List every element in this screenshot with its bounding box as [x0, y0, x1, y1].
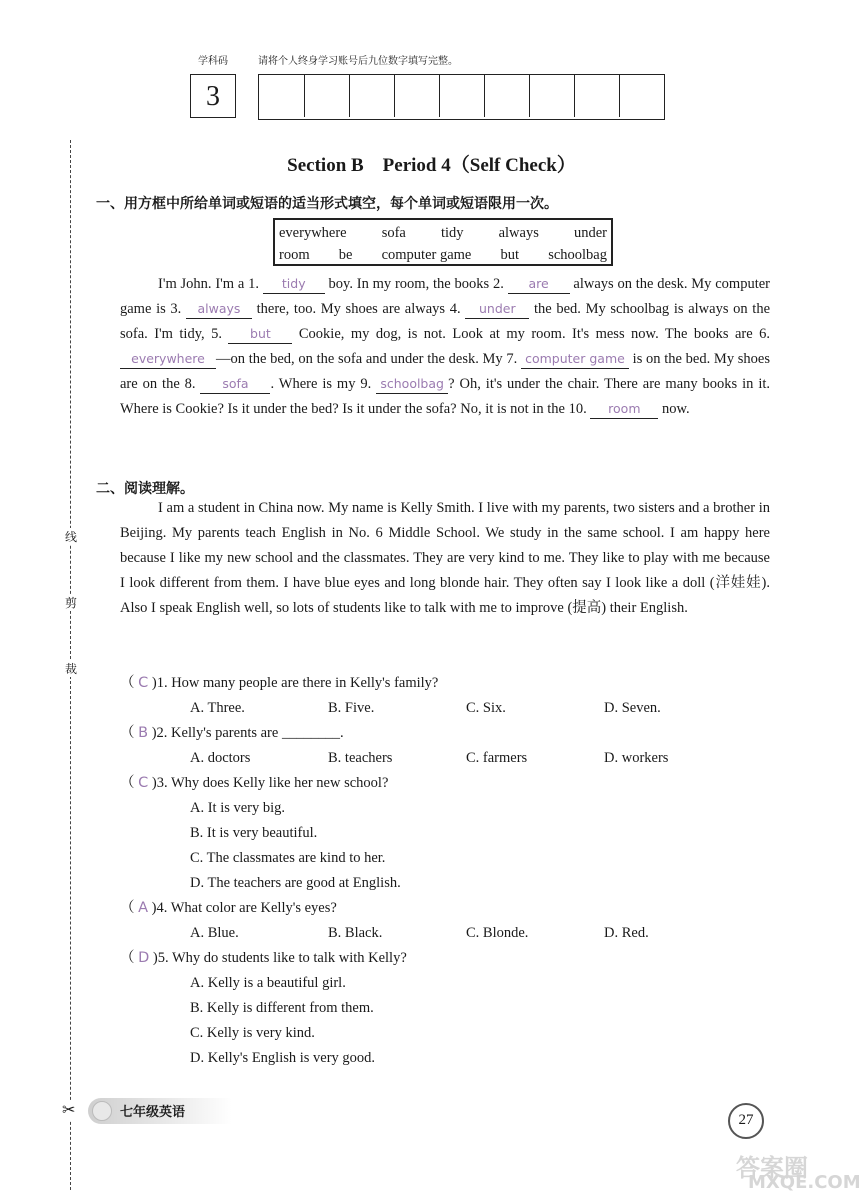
digit-box[interactable]	[439, 75, 484, 117]
part2-heading: 二、阅读理解。	[96, 481, 194, 497]
option-c[interactable]: C. Six.	[466, 700, 506, 716]
side-label-jian: 剪	[62, 594, 80, 611]
cloze-text: is on the bed. My shoes are on the 8.	[120, 351, 770, 392]
option-b[interactable]: B. Kelly is different from them.	[190, 1000, 374, 1016]
part1-heading: 一、用方框中所给单词或短语的适当形式填空，每个单词或短语限用一次。	[96, 196, 558, 212]
cloze-text: the bed. My schoolbag is always on the sofa. I'm tidy, 5.	[120, 301, 771, 342]
cloze-blank-1[interactable]: tidy	[263, 275, 325, 294]
digit-box[interactable]	[529, 75, 574, 117]
option-a[interactable]: A. doctors	[190, 750, 251, 766]
cloze-blank-8[interactable]: sofa	[200, 375, 270, 394]
word: under	[573, 225, 607, 241]
digit-box[interactable]	[394, 75, 439, 117]
option-a[interactable]: A. Kelly is a beautiful girl.	[190, 975, 346, 991]
question-stem: )4. What color are Kelly's eyes?	[151, 900, 337, 916]
option-c[interactable]: C. The classmates are kind to her.	[190, 850, 386, 866]
account-instruction: 请将个人终身学习账号后九位数字填写完整。	[258, 56, 458, 67]
cloze-blank-5[interactable]: but	[228, 325, 292, 344]
cloze-blank-6[interactable]: everywhere	[120, 350, 216, 369]
option-a[interactable]: A. Three.	[190, 700, 245, 716]
cloze-blank-2[interactable]: are	[508, 275, 570, 294]
question-4: （ A )4. What color are Kelly's eyes?	[120, 900, 337, 916]
digit-box[interactable]	[484, 75, 529, 117]
option-d[interactable]: D. The teachers are good at English.	[190, 875, 401, 891]
option-d[interactable]: D. Kelly's English is very good.	[190, 1050, 376, 1066]
subject-code-box: 3	[190, 74, 236, 118]
question-stem: )5. Why do students like to talk with Kelly?	[152, 950, 407, 966]
cloze-text: there, too. My shoes are always 4.	[256, 301, 461, 317]
cloze-blank-10[interactable]: room	[590, 400, 658, 419]
subject-code-label: 学科码	[198, 56, 228, 67]
answer-mark[interactable]: D	[138, 950, 150, 966]
cloze-blank-3[interactable]: always	[186, 300, 252, 319]
word: always	[498, 225, 539, 241]
question-3: （ C )3. Why does Kelly like her new school?	[120, 775, 389, 791]
question-stem: )1. How many people are there in Kelly's family?	[151, 675, 439, 691]
digit-box[interactable]	[349, 75, 394, 117]
page-number: 27	[728, 1103, 764, 1139]
question-stem: )2. Kelly's parents are ________.	[151, 725, 344, 741]
scissors-icon: ✂	[62, 1102, 76, 1119]
digit-box[interactable]	[574, 75, 619, 117]
cloze-blank-9[interactable]: schoolbag	[376, 375, 448, 394]
word: tidy	[440, 225, 464, 241]
reading-passage	[120, 496, 770, 621]
question-5: （ D )5. Why do students like to talk with Kelly?	[120, 950, 407, 966]
answer-mark[interactable]: A	[138, 900, 149, 916]
word: computer game	[381, 247, 472, 263]
option-d[interactable]: D. workers	[604, 750, 669, 766]
side-label-cai: 裁	[62, 660, 80, 677]
cloze-passage	[120, 272, 770, 422]
word: be	[338, 247, 353, 263]
option-b[interactable]: B. Five.	[328, 700, 375, 716]
digit-box[interactable]	[304, 75, 349, 117]
option-b[interactable]: B. teachers	[328, 750, 393, 766]
word-bank-row-1	[279, 222, 607, 244]
side-label-xian: 线	[62, 528, 80, 545]
option-c[interactable]: C. Blonde.	[466, 925, 529, 941]
answer-mark[interactable]: C	[138, 775, 149, 791]
option-d[interactable]: D. Red.	[604, 925, 649, 941]
digit-box[interactable]	[619, 75, 664, 117]
answer-mark[interactable]: C	[138, 675, 149, 691]
decorative-dot-icon	[92, 1101, 112, 1121]
cloze-text: . Where is my 9.	[270, 376, 372, 392]
question-1: （ C )1. How many people are there in Kelly's family?	[120, 675, 439, 691]
word: schoolbag	[548, 247, 607, 263]
cloze-text: Cookie, my dog, is not. Look at my room. It's mess now. The books are 6.	[298, 326, 771, 342]
cloze-blank-7[interactable]: computer game	[521, 350, 629, 369]
word: but	[500, 247, 520, 263]
option-c[interactable]: C. farmers	[466, 750, 528, 766]
cloze-text: I'm John. I'm a 1.	[158, 276, 259, 292]
page-title: Section B Period 4（Self Check）	[287, 155, 576, 176]
option-b[interactable]: B. Black.	[328, 925, 383, 941]
grade-subject-label: 七年级英语	[120, 1105, 186, 1120]
answer-mark[interactable]: B	[138, 725, 149, 741]
cloze-text: boy. In my room, the books 2.	[328, 276, 504, 292]
watermark-logo: 答案圈	[736, 1154, 808, 1182]
question-stem: )3. Why does Kelly like her new school?	[151, 775, 389, 791]
cloze-text: now.	[661, 401, 690, 417]
option-a[interactable]: A. Blue.	[190, 925, 239, 941]
option-d[interactable]: D. Seven.	[604, 700, 661, 716]
watermark-url: MXQE.COM	[748, 1172, 861, 1193]
account-digit-boxes[interactable]	[258, 74, 665, 120]
option-c[interactable]: C. Kelly is very kind.	[190, 1025, 315, 1041]
word-bank-row-2	[279, 244, 607, 266]
cloze-text: —on the bed, on the sofa and under the desk. My 7.	[216, 351, 518, 367]
cloze-text: ? Oh, it's under the chair. There are many books in it. Where is Cookie? Is it under the bed? Is it under the sofa? No, it is not in the 10.	[120, 376, 770, 417]
word: room	[279, 247, 310, 263]
digit-box[interactable]	[259, 75, 304, 117]
cloze-blank-4[interactable]: under	[465, 300, 529, 319]
word-bank	[273, 218, 613, 266]
question-2: （ B )2. Kelly's parents are ________.	[120, 725, 344, 741]
option-b[interactable]: B. It is very beautiful.	[190, 825, 318, 841]
word: sofa	[381, 225, 406, 241]
cloze-text: always on the desk. My computer game is 3.	[120, 276, 770, 317]
word: everywhere	[279, 225, 347, 241]
option-a[interactable]: A. It is very big.	[190, 800, 286, 816]
passage-text: I am a student in China now. My name is Kelly Smith. I live with my parents, two sisters and a brother in Beijing. My parents teach English in No. 6 Middle School. We study in the same school. I am happy here because I like my new school and the classmates. They are very kind to me. They like to play with me because I look different from them. I have blue eyes and long blonde hair. They often say I look like a doll (洋娃娃). Also I speak English well, so lots of students like to talk with me to improve (提高) their English.	[120, 500, 770, 616]
